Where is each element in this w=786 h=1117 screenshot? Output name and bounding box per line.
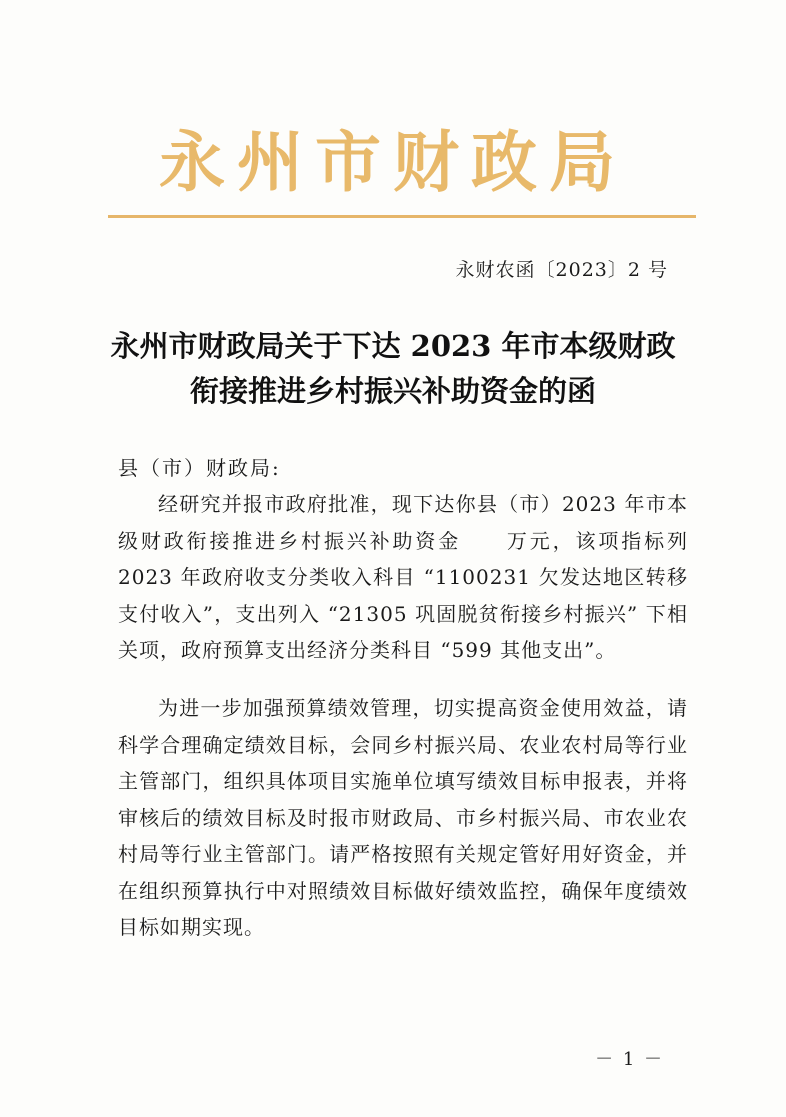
masthead-divider bbox=[108, 215, 696, 218]
salutation: 县（市）财政局: bbox=[118, 456, 281, 480]
document-number: 永财农函〔2023〕2 号 bbox=[455, 259, 668, 281]
page-number: － 1 － bbox=[595, 1049, 664, 1070]
document-title bbox=[90, 324, 696, 414]
masthead-title: 永州市财政局 bbox=[159, 123, 627, 201]
body-paragraph-2: 为进一步加强预算绩效管理，切实提高资金使用效益，请科学合理确定绩效目标，会同乡村振兴局、农业农村局等行业主管部门，组织具体项目实施单位填写绩效目标申报表，并将审核后的绩效目标及时报市财政局、市乡村振兴局、市农业农村局等行业主管部门。请严格按照有关规定管好用好资金，并在组织预算执行中对照绩效目标做好绩效监控，确保年度绩效目标如期实现。 bbox=[118, 696, 688, 939]
title-line-2: 衔接推进乡村振兴补助资金的函 bbox=[189, 374, 596, 408]
body-paragraph-1: 经研究并报市政府批准，现下达你县（市）2023 年市本级财政衔接推进乡村振兴补助资金 万元，该项指标列 2023 年政府收支分类收入科目 “1100231 欠发达地区转移支付收入”，支出列入 “21305 巩固脱贫衔接乡村振兴” 下相关项，政府预算支出经济分类科目 “599 其他支出”。 bbox=[118, 492, 688, 662]
title-line-1: 永州市财政局关于下达 2023 年市本级财政 bbox=[110, 329, 676, 363]
